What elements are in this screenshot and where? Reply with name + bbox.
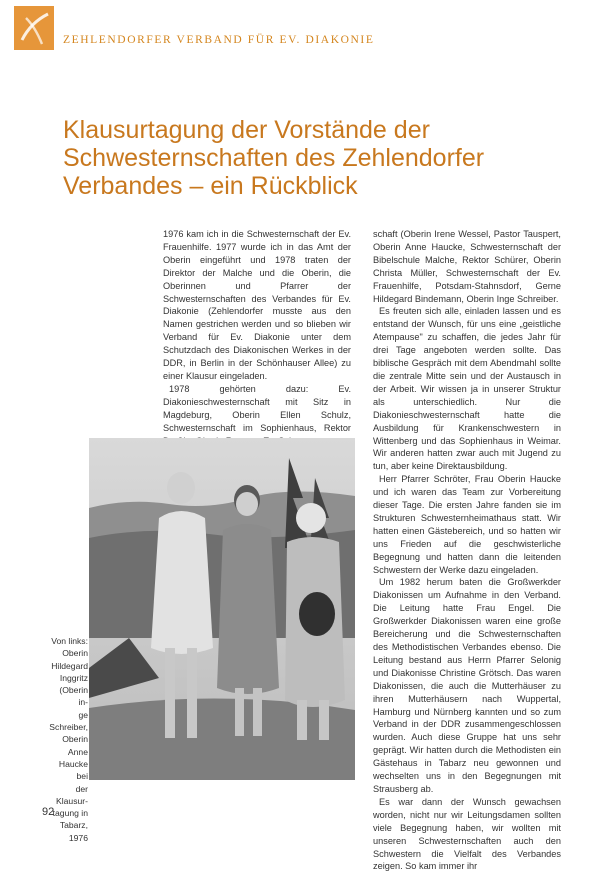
group-photo (89, 438, 355, 780)
group-photo-three-women-icon (89, 438, 355, 780)
caption-line: Von links: (51, 636, 88, 646)
caption-line: Hildegard (51, 660, 88, 671)
caption-line: ge Schreiber, (49, 709, 88, 733)
paragraph: schaft (Oberin Irene Wessel, Pastor Tauspert, Oberin Anne Haucke, Schwesternschaft der Bibelschule Malche, Rektor Schürer, Oberin Christa Müller, Schwesternschaft der Ev. Frauenhilfe, Potsdam-Stahnsdorf, Gerne Hildegard Bindemann, Oberin Inge Schreiber. (373, 229, 561, 304)
paragraph: Um 1982 herum baten die Großwerkder Diakonissen um Aufnahme in den Verband. Die Leitung hatte Frau Engel. Die Großwerkder Diakonissen waren eine große Bereicherung und die Schwesternschaften des Methodistischen Verbandes ebenso. Die Leitung bestand aus Herrn Pfarrer Selonig und Diakonisse Christine Grötsch. Das waren Diakonissen, die auch die Mutterhäuser zu ihren Mutterhäusern nach Wuppertal, Hamburg und Nürnberg kannten und so zum Verband in der DDR zusammengeschlossen wurden. Auch diese Gruppe hat uns sehr geprägt. Wir hatten durch die Methodisten ein Gästehaus in Tabarz neu gewonnen und wechselten uns in den Begegnungen mit Strausberg ab. (373, 577, 561, 794)
body-column-left (163, 228, 351, 447)
caption-line: der Klausur- (56, 783, 88, 806)
article-title-line: Klausurtagung der Vorstände der (63, 116, 430, 144)
page-header (0, 0, 600, 60)
caption-line: Haucke bei (58, 758, 88, 782)
paragraph: 1978 gehörten dazu: Ev. Diakonieschwesternschaft mit Sitz in Magdeburg, Oberin Ellen Schulz, Schwesternschaft im Sophienhaus, Rektor (163, 383, 351, 433)
diakonie-logo-icon (14, 6, 54, 50)
caption-line: Oberin (62, 648, 88, 659)
body-column-right (373, 228, 561, 873)
paragraph: 1976 kam ich in die Schwesternschaft der Ev. Frauenhilfe. 1977 wurde ich in das Amt der Oberin eingeführt und 1978 traten der Direktor der Malche und die Oberin, die Oberinnen und Pfarrer der Schwesternschaften des Verbandes für Ev. Diakonie (Zehlendorfer musste aus den Namen gestrichen werden und so blieben wir Verband für Ev. Diakonie unter dem Schutzdach des Diakonischen Werkes in der DDR, in Berlin in der Schönhauser Allee) zu einer Klausur eingeladen. (163, 229, 351, 381)
header-title: ZEHLENDORFER VERBAND FÜR EV. DIAKONIE (63, 34, 375, 46)
caption-line: (Oberin in- (59, 685, 88, 708)
paragraph: Herr Pfarrer Schröter, Frau Oberin Haucke und ich waren das Team zur Vorbereitung dieser Tage. Die ersten Jahre fanden sie im Strukturen Schwesternheimathaus statt. Wir hatten einen Gästebereich, und so hatten wir uns Frieden auf die geschwisterliche Begegnung und hatten dann die leitenden Schwestern der Werke dazu eingeladen. (373, 474, 561, 575)
article-title-line: Schwesternschaften des Zehlendorfer (63, 144, 485, 172)
paragraph: Es freuten sich alle, einladen lassen und es entstand der Wunsch, für uns eine „geistliche Atempause" zu schaffen, die jedes Jahr für drei Tage angeboten werden sollte. Das biblische Gespräch mit dem Abendmahl sollte die zentrale Mitte sein und der Austausch in der Arbeit. Wir wissen ja in unserer Struktur als unterschiedlich. Nur die Diakonieschwesternschaft hatte die Ausbildung für Krankenschwestern in Wittenberg und das Sophienhaus in Weimar. Wir anderen hatten zwar auch mit Jugend zu tun, aber keine Direktausbildung. (373, 306, 561, 472)
article-title (63, 116, 563, 200)
paragraph: Es war dann der Wunsch gewachsen worden, nicht nur wir Leitungsdamen sollten viele Begegnung haben, wir wollten mit unseren Schwesternschaften auch den Schwestern die Vielfalt des Verbandes zeigen. So kam immer ihr (373, 796, 561, 872)
caption-line: 1976 (68, 832, 88, 843)
caption-line: Oberin Anne (62, 734, 88, 757)
caption-line: tagung in (52, 808, 88, 819)
caption-line: Tabarz, (59, 820, 88, 831)
caption-line: Inggritz (59, 672, 88, 683)
page-number: 92 (42, 806, 55, 818)
article-title-line: Verbandes – ein Rückblick (63, 172, 358, 200)
